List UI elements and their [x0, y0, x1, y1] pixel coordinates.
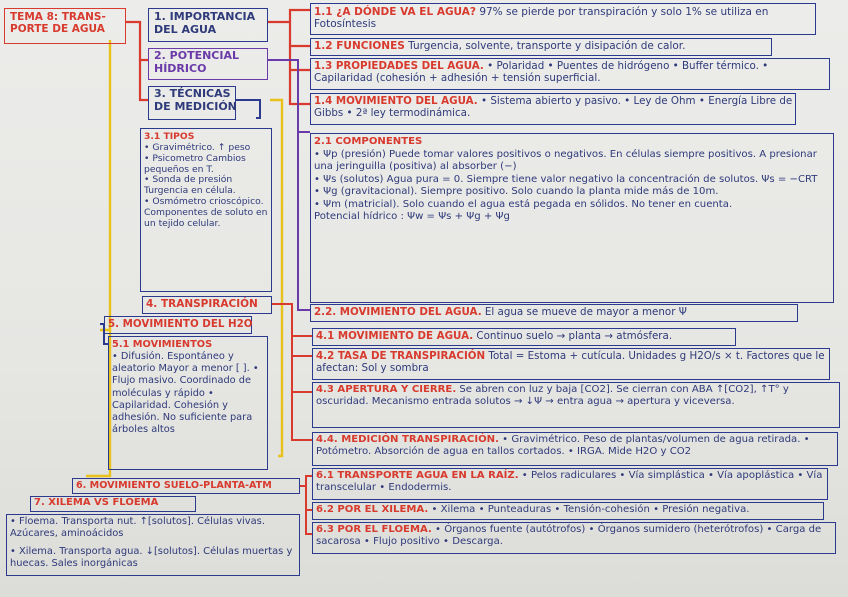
section-2-2-head: 2.2. MOVIMIENTO DEL AGUA.: [314, 306, 482, 318]
section-1-4: [314, 95, 794, 119]
section-6-1-text: • Pelos radiculares • Vía simplástica • Vía apoplástica • Vía transcelular • Endodermis.: [316, 470, 823, 493]
section-4-1-text: Continuo suelo → planta → atmósfera.: [473, 330, 673, 342]
section-1-1: [314, 6, 812, 31]
section-1-title: 1. IMPORTANCIA DEL AGUA: [154, 10, 256, 36]
section-2-title: 2. POTENCIAL HÍDRICO: [154, 49, 239, 75]
section-4-3-head: 4.3 APERTURA Y CIERRE.: [316, 384, 457, 395]
section-4-2-text: Total = Estoma + cutícula. Unidades g H2O/s × t. Factores que le afectan: Sol y sombra: [316, 350, 825, 375]
section-2-1-text: • Ψp (presión) Puede tomar valores positivos o negativos. En células siempre positivos. A presionar una jeringuilla (positiva) al absorber (−) • Ψs (solutos) Agua pura = 0. Siempre tiene valor negativo la concentración de solutos. Ψs = −CRT • Ψg (gravitacional). Siempre positivo. Solo cuando la planta mide más de 10m. • Ψm (matricial). Solo cuando el agua está pegada en sólidos. No tener en cuenta. Potencial hídrico : Ψw = Ψs + Ψg + Ψg: [314, 148, 818, 223]
section-5-1: [112, 339, 266, 436]
section-3-1-text: • Gravimétrico. ↑ peso • Psicometro Cambios pequeños en T. • Sonda de presión Turgencia en célula. • Osmómetro crioscópico. Componentes de soluto en un tejido celular.: [144, 141, 268, 229]
section-7-xilema: • Xilema. Transporta agua. ↓[solutos]. Células muertas y huecas. Sales inorgánicas: [10, 546, 293, 570]
section-1-4-text: • Sistema abierto y pasivo. • Ley de Ohm • Energía Libre de Gibbs • 2ª ley termodinámica.: [314, 95, 793, 120]
section-4-title: 4. TRANSPIRACIÓN: [146, 298, 258, 310]
section-2-2: [314, 306, 798, 318]
section-4-2-head: 4.2 TASA DE TRANSPIRACIÓN: [316, 350, 486, 362]
section-4-4-head: 4.4. MEDICIÓN TRANSPIRACIÓN.: [316, 434, 499, 445]
section-5-title: 5. MOVIMIENTO DEL H2O: [108, 318, 253, 330]
section-1-2-text: Turgencia, solvente, transporte y disipación de calor.: [404, 40, 686, 52]
section-6-3: [316, 524, 834, 548]
section-5-1-head: 5.1 MOVIMIENTOS: [112, 339, 213, 350]
section-4-2: [316, 350, 828, 374]
section-4-3-text: Se abren con luz y baja [CO2]. Se cierran con ABA ↑[CO2], ↑T° y oscuridad. Mecanismo entrada solutos → ↓Ψ → entra agua → apertura y viceversa.: [316, 384, 789, 408]
section-4-4: [316, 434, 836, 458]
section-2-1-head: 2.1 COMPONENTES: [314, 136, 423, 147]
section-4-1: [316, 330, 736, 342]
section-1-1-head: 1.1 ¿A DÓNDE VA EL AGUA?: [314, 6, 476, 18]
section-1-3: [314, 60, 828, 84]
section-3-title: 3. TÉCNICAS DE MEDICIÓN: [154, 87, 237, 113]
section-6-title: 6. MOVIMIENTO SUELO-PLANTA-ATM: [76, 480, 272, 491]
section-3-1-head: 3.1 TIPOS: [144, 131, 195, 142]
section-6-2: [316, 504, 824, 516]
section-7-floema: • Floema. Transporta nut. ↑[solutos]. Células vivas. Azúcares, aminoácidos: [10, 516, 265, 540]
section-6-1: [316, 470, 826, 494]
section-4-1-head: 4.1 MOVIMIENTO DE AGUA.: [316, 330, 474, 342]
section-1-2: [314, 40, 772, 52]
section-6-3-head: 6.3 POR EL FLOEMA.: [316, 524, 432, 535]
section-4-3: [316, 384, 838, 409]
section-7-title: 7. XILEMA VS FLOEMA: [34, 497, 159, 508]
section-6-2-text: • Xilema • Punteaduras • Tensión-cohesión • Presión negativa.: [428, 504, 750, 515]
section-2-1: [314, 136, 828, 224]
section-1-3-head: 1.3 PROPIEDADES DEL AGUA.: [314, 60, 484, 72]
section-6-1-head: 6.1 TRANSPORTE AGUA EN LA RAÍZ.: [316, 470, 519, 481]
section-1-1-text: 97% se pierde por transpiración y solo 1% se utiliza en Fotosíntesis: [314, 6, 769, 31]
section-1-4-head: 1.4 MOVIMIENTO DEL AGUA.: [314, 95, 478, 107]
page-title: TEMA 8: TRANS- PORTE DE AGUA: [10, 11, 106, 36]
section-6-3-text: • Órganos fuente (autótrofos) • Órganos sumidero (heterótrofos) • Carga de sacarosa • Flujo positivo • Descarga.: [316, 524, 822, 547]
section-2-2-text: El agua se mueve de mayor a menor Ψ: [481, 306, 687, 318]
section-1-2-head: 1.2 FUNCIONES: [314, 40, 405, 52]
section-3-1: [144, 132, 270, 230]
section-1-3-text: • Polaridad • Puentes de hidrógeno • Buffer térmico. • Capilaridad (cohesión + adhesión + tensión superficial.: [314, 60, 769, 85]
section-6-2-head: 6.2 POR EL XILEMA.: [316, 504, 429, 515]
section-5-1-text: • Difusión. Espontáneo y aleatorio Mayor a menor [ ]. • Flujo masivo. Coordinado de moléculas y rápido • Capilaridad. Cohesión y adhesión. No suficiente para árboles altos: [112, 351, 259, 435]
section-4-4-text: • Gravimétrico. Peso de plantas/volumen de agua retirada. • Potómetro. Absorción de agua en tallos cortados. • IRGA. Mide H2O y CO2: [316, 434, 810, 457]
